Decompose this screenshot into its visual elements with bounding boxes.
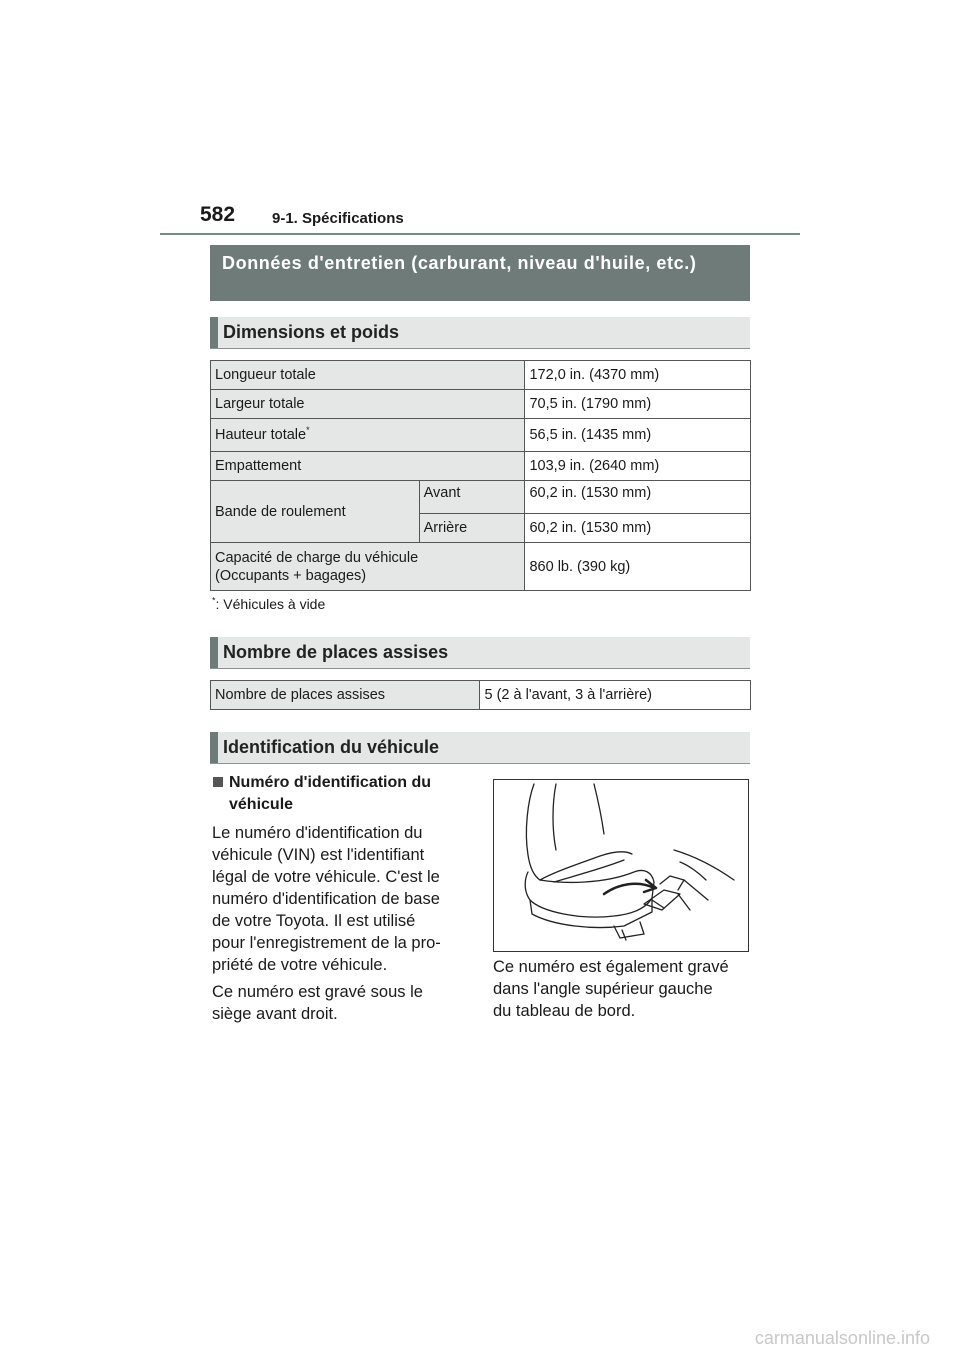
section-header-seating (210, 637, 750, 669)
row-label: Longueur totale (211, 361, 525, 390)
section-title-dimensions: Dimensions et poids (223, 322, 400, 342)
header-rule (160, 233, 800, 235)
footnote-mark: * (212, 595, 216, 606)
text-line: légal de votre véhicule. C'est le (212, 868, 440, 886)
section-title-seating: Nombre de places assises (223, 642, 449, 662)
seating-label: Nombre de places assises (211, 681, 480, 710)
row-value: 56,5 in. (1435 mm) (525, 419, 751, 452)
seating-value: 5 (2 à l'avant, 3 à l'arrière) (480, 681, 751, 710)
watermark: carmanualsonline.info (754, 1328, 930, 1348)
seat-vin-illustration (493, 779, 749, 952)
vin-subheading-line2: véhicule (229, 796, 294, 813)
dimensions-table (210, 360, 751, 591)
table-row (211, 390, 751, 419)
square-bullet-icon (213, 777, 223, 787)
seat-drawing (494, 780, 747, 950)
footnote-text: : Véhicules à vide (215, 596, 326, 612)
text-line: de votre Toyota. Il est utilisé (212, 912, 416, 930)
text-line: numéro d'identification de base (212, 890, 440, 908)
running-title: 9-1. Spécifications (272, 210, 404, 227)
section-header-dimensions (210, 317, 750, 349)
text-line: véhicule (VIN) est l'identifiant (212, 846, 425, 864)
page-number: 582 (200, 203, 236, 226)
capacity-label-line1: Capacité de charge du véhicule (215, 549, 419, 566)
text-line: Ce numéro est gravé sous le (212, 983, 423, 1001)
vin-subheading-line1: Numéro d'identification du (229, 774, 432, 791)
text-line: pour l'enregistrement de la pro- (212, 934, 441, 952)
vin-subheading (213, 772, 431, 816)
table-row (211, 681, 751, 710)
capacity-label-line2: (Occupants + bagages) (215, 567, 367, 584)
text-line: priété de votre véhicule. (212, 956, 388, 974)
section-title-identification: Identification du véhicule (223, 737, 440, 757)
section-header-identification (210, 732, 750, 764)
row-label-height (211, 419, 525, 452)
row-value: 172,0 in. (4370 mm) (525, 361, 751, 390)
tread-rear-value: 60,2 in. (1530 mm) (525, 514, 751, 543)
tread-front-label: Avant (419, 481, 525, 514)
tread-front-value: 60,2 in. (1530 mm) (525, 481, 751, 514)
text-line: du tableau de bord. (493, 1002, 636, 1020)
footnote-mark: * (306, 425, 310, 436)
row-value: 103,9 in. (2640 mm) (525, 452, 751, 481)
table-row (211, 543, 751, 591)
text-line: Ce numéro est également gravé (493, 958, 729, 976)
figure-caption (493, 956, 729, 1022)
row-value: 70,5 in. (1790 mm) (525, 390, 751, 419)
seating-table (210, 680, 751, 710)
row-label: Hauteur totale (215, 427, 307, 443)
text-line: siège avant droit. (212, 1005, 338, 1023)
capacity-label (211, 543, 525, 591)
text-line: Le numéro d'identification du (212, 824, 423, 842)
row-label: Largeur totale (211, 390, 525, 419)
table-row (211, 361, 751, 390)
text-line: dans l'angle supérieur gauche (493, 980, 713, 998)
table-row (211, 452, 751, 481)
vin-paragraph-1 (212, 822, 441, 976)
table-row (211, 419, 751, 452)
tread-label: Bande de roulement (211, 481, 420, 543)
capacity-value: 860 lb. (390 kg) (525, 543, 751, 591)
table-row (211, 481, 751, 514)
tread-rear-label: Arrière (419, 514, 525, 543)
main-title: Données d'entretien (carburant, niveau d'huile, etc.) (210, 245, 750, 301)
row-label: Empattement (211, 452, 525, 481)
footnote (212, 596, 325, 612)
vin-paragraph-2 (212, 981, 423, 1025)
